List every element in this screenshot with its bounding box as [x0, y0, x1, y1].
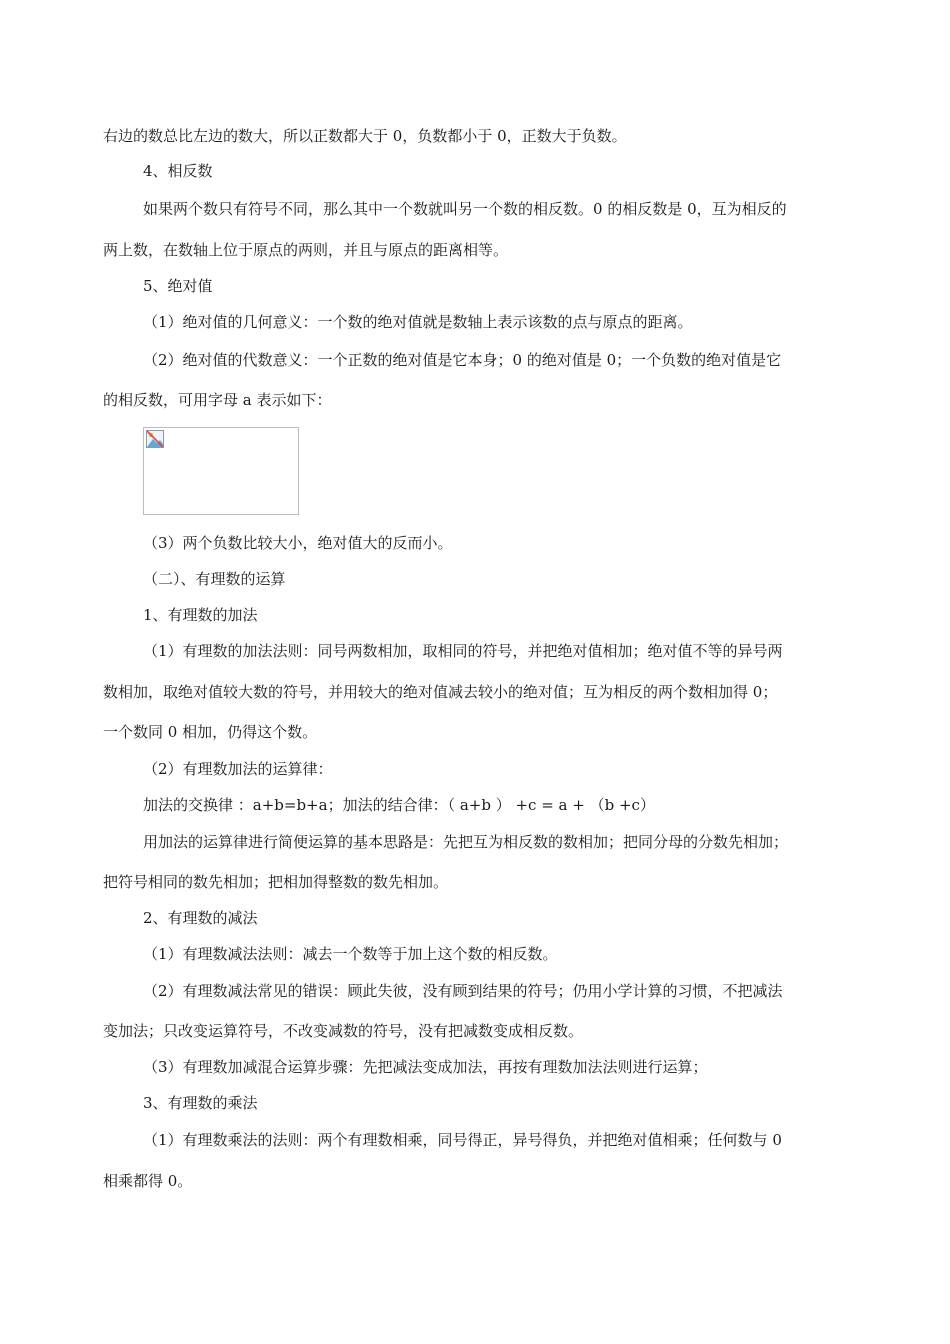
- image-placeholder: [143, 427, 299, 515]
- broken-image-icon: [146, 430, 164, 448]
- paragraph-line: 变加法；只改变运算符号，不改变减数的符号，没有把减数变成相反数。: [103, 1022, 584, 1040]
- section-heading-5: 5、绝对值: [143, 277, 213, 295]
- paragraph-line: 把符号相同的数先相加；把相加得整数的数先相加。: [103, 873, 449, 891]
- paragraph-line: 两上数，在数轴上位于原点的两则，并且与原点的距离相等。: [103, 241, 509, 259]
- paragraph-line: 加法的交换律 ：a+b=b+a；加法的结合律：（ a+b ） +c = a + （b +c）: [143, 796, 655, 814]
- paragraph-line: （1）有理数的加法法则：同号两数相加，取相同的符号，并把绝对值相加；绝对值不等的异号两: [143, 642, 783, 660]
- paragraph-line: 用加法的运算律进行简便运算的基本思路是：先把互为相反数的数相加；把同分母的分数先相加；: [143, 833, 789, 851]
- section-heading-1: 1、有理数的加法: [143, 606, 258, 624]
- section-heading-operations: （二）、有理数的运算: [143, 570, 286, 588]
- paragraph-line: 的相反数，可用字母 a 表示如下：: [103, 391, 332, 409]
- paragraph-line: （2）有理数减法常见的错误：顾此失彼，没有顾到结果的符号；仍用小学计算的习惯，不把减法: [143, 982, 783, 1000]
- paragraph-line: （3）两个负数比较大小，绝对值大的反而小。: [143, 534, 453, 552]
- paragraph-line: （1）有理数乘法的法则：两个有理数相乘，同号得正，异号得负，并把绝对值相乘；任何数与 0: [143, 1131, 782, 1149]
- paragraph-line: （1）有理数减法法则：减去一个数等于加上这个数的相反数。: [143, 945, 558, 963]
- paragraph-line: 数相加，取绝对值较大数的符号，并用较大的绝对值减去较小的绝对值；互为相反的两个数相加得 0；: [103, 683, 778, 701]
- paragraph-line: 一个数同 0 相加，仍得这个数。: [103, 723, 318, 741]
- paragraph-line: 右边的数总比左边的数大，所以正数都大于 0，负数都小于 0，正数大于负数。: [103, 127, 627, 145]
- paragraph-line: （3）有理数加减混合运算步骤：先把减法变成加法，再按有理数加法法则进行运算；: [143, 1058, 708, 1076]
- section-heading-3: 3、有理数的乘法: [143, 1094, 258, 1112]
- paragraph-line: （1）绝对值的几何意义：一个数的绝对值就是数轴上表示该数的点与原点的距离。: [143, 313, 693, 331]
- paragraph-line: （2）绝对值的代数意义：一个正数的绝对值是它本身；0 的绝对值是 0；一个负数的绝对值是它: [143, 351, 782, 369]
- section-heading-2: 2、有理数的减法: [143, 909, 258, 927]
- section-heading-4: 4、相反数: [143, 162, 213, 180]
- paragraph-line: （2）有理数加法的运算律：: [143, 760, 333, 778]
- paragraph-line: 如果两个数只有符号不同，那么其中一个数就叫另一个数的相反数。0 的相反数是 0，互为相反的: [143, 200, 787, 218]
- paragraph-line: 相乘都得 0。: [103, 1172, 193, 1190]
